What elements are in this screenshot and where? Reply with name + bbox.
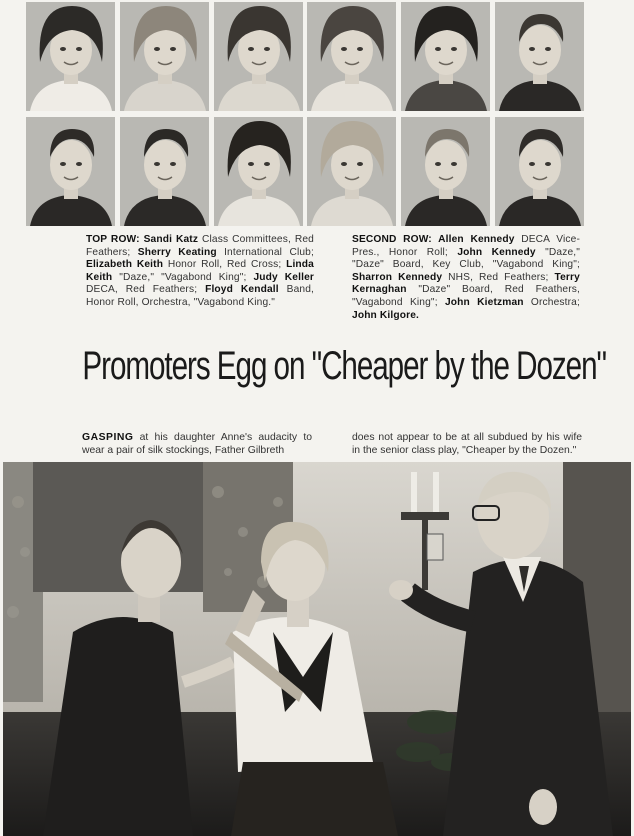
student-name: John Kilgore.	[352, 309, 420, 321]
story-right-text: does not appear to be at all subdued by his wife in the senior class play, "Cheaper by the Dozen."	[352, 432, 582, 456]
portrait-photo	[401, 117, 490, 226]
student-name: Sherry Keating	[137, 246, 225, 258]
student-activities: "Daze," "Vagabond King";	[119, 271, 254, 283]
story-text-left	[82, 432, 312, 457]
portrait-photo	[26, 2, 115, 111]
portrait-photo	[307, 117, 396, 226]
caption-row-label: TOP ROW:	[86, 234, 144, 245]
portrait-photo	[120, 117, 209, 226]
student-name: Floyd Kendall	[205, 284, 287, 296]
caption-row-label: SECOND ROW:	[352, 234, 439, 245]
student-name: John Kietzman	[444, 296, 531, 308]
student-activities: "Daze," "Daze" Board, Key Club, "Vagabond King";	[352, 246, 581, 271]
page-headline: Promoters Egg on "Cheaper by the Dozen"	[82, 344, 607, 388]
student-activities: Honor Roll, Red Cross;	[167, 259, 287, 271]
portrait-photo	[495, 117, 584, 226]
portrait-photo	[120, 2, 209, 111]
portrait-photo	[495, 2, 584, 111]
student-activities: DECA, Red Feathers;	[86, 284, 206, 296]
portrait-photo	[214, 117, 303, 226]
story-text-right	[352, 432, 582, 457]
play-scene-illustration	[3, 462, 631, 836]
portrait-photo	[307, 2, 396, 111]
student-activities: Class Committees, Red Feathers;	[86, 234, 314, 258]
student-name: Terry Kernaghan	[352, 271, 580, 296]
student-activities: "Daze" Board, Red Feathers, "Vagabond King";	[352, 284, 581, 308]
student-name: Sandi Katz	[143, 234, 202, 245]
story-left-text: at his daughter Anne's audacity to wear a pair of silk stockings, Father Gilbreth	[82, 432, 312, 456]
student-activities: Orchestra;	[530, 296, 580, 308]
student-name: Elizabeth Keith	[86, 259, 168, 271]
portrait-photo	[214, 2, 303, 111]
student-activities: Band, Honor Roll, Orchestra, "Vagabond King."	[86, 284, 314, 308]
portrait-grid	[26, 2, 584, 226]
student-name: Sharron Kennedy	[352, 271, 449, 283]
student-activities: NHS, Red Feathers;	[448, 271, 555, 283]
second-row-caption	[352, 234, 580, 322]
student-activities: International Club;	[224, 246, 314, 258]
student-name: Linda Keith	[86, 259, 314, 283]
portrait-photo	[401, 2, 490, 111]
top-row-caption	[86, 234, 314, 310]
student-activities: DECA Vice-Pres., Honor Roll;	[352, 234, 580, 258]
portrait-photo	[26, 117, 115, 226]
student-name: Allen Kennedy	[438, 234, 522, 245]
play-scene-photo	[3, 462, 631, 836]
story-lead-word: GASPING	[82, 432, 134, 443]
student-name: John Kennedy	[457, 246, 546, 258]
student-name: Judy Keller	[253, 271, 315, 283]
